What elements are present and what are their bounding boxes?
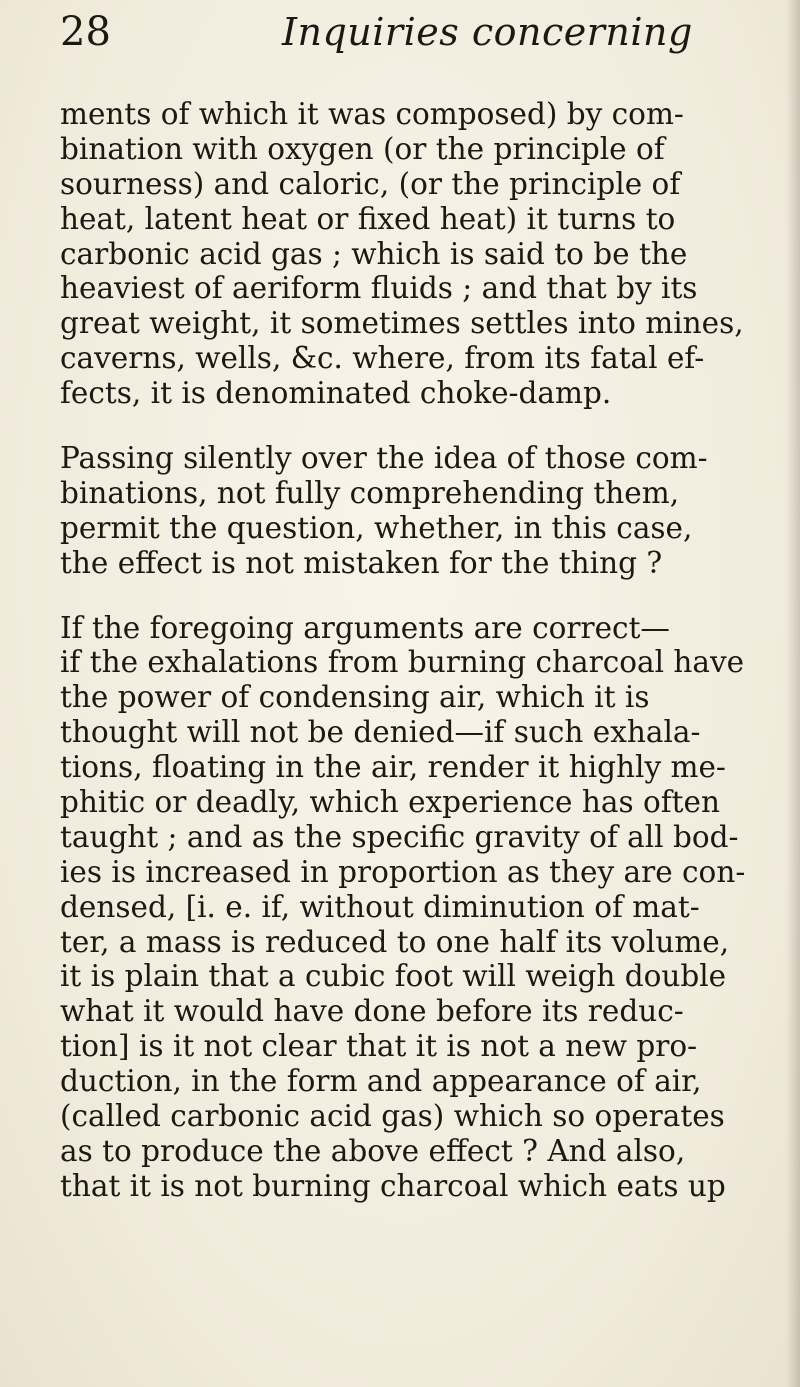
text-line: (called carbonic acid gas) which so operates [60,1099,725,1134]
text-line: ies is increased in proportion as they are con- [60,854,746,889]
text-line: carbonic acid gas ; which is said to be the [60,236,688,271]
running-head: Inquiries concerning [282,10,693,54]
text-line: taught ; and as the specific gravity of all bod- [60,819,739,854]
text-line: phitic or deadly, which experience has often [60,785,720,820]
text-line: caverns, wells, &c. where, from its fatal ef- [60,341,705,376]
text-line: the effect is not mistaken for the thing ? [60,545,663,580]
text-line: it is plain that a cubic foot will weigh double [60,959,727,994]
body-text [60,97,766,1204]
text-line: if the exhalations from burning charcoal have [60,645,745,680]
text-line: permit the question, whether, in this case, [60,510,693,545]
text-line: as to produce the above effect ? And also, [60,1133,686,1168]
text-line: Passing silently over the idea of those com- [60,441,708,476]
paragraph-gap [60,411,766,441]
page-number: 28 [60,9,111,55]
text-line: fects, it is denominated choke-damp. [60,376,612,411]
page-edge-shadow [786,0,800,1387]
text-line: heat, latent heat or fixed heat) it turns to [60,201,676,236]
paragraph-gap [60,581,766,611]
text-line: tions, floating in the air, render it highly me- [60,750,726,785]
text-line: duction, in the form and appearance of air, [60,1064,702,1099]
paragraph [60,611,766,1204]
text-line: heaviest of aeriform fluids ; and that by its [60,271,698,306]
text-line: densed, [i. e. if, without diminution of mat- [60,889,700,924]
text-line: what it would have done before its reduc- [60,994,684,1029]
text-line: great weight, it sometimes settles into mines, [60,306,744,341]
text-line: ments of which it was composed) by com- [60,97,684,131]
text-line: ter, a mass is reduced to one half its volume, [60,924,730,959]
text-line: bination with oxygen (or the principle of [60,131,665,166]
text-line: that it is not burning charcoal which eats up [60,1168,726,1203]
text-line: tion] is it not clear that it is not a new pro- [60,1029,698,1064]
page-header [60,4,760,64]
paragraph [60,97,766,411]
text-line: binations, not fully comprehending them, [60,475,680,510]
text-line: If the foregoing arguments are correct— [60,610,670,645]
text-line: thought will not be denied—if such exhala- [60,715,701,750]
text-line: the power of condensing air, which it is [60,680,650,715]
text-line: sourness) and caloric, (or the principle of [60,166,681,201]
paragraph [60,441,766,581]
